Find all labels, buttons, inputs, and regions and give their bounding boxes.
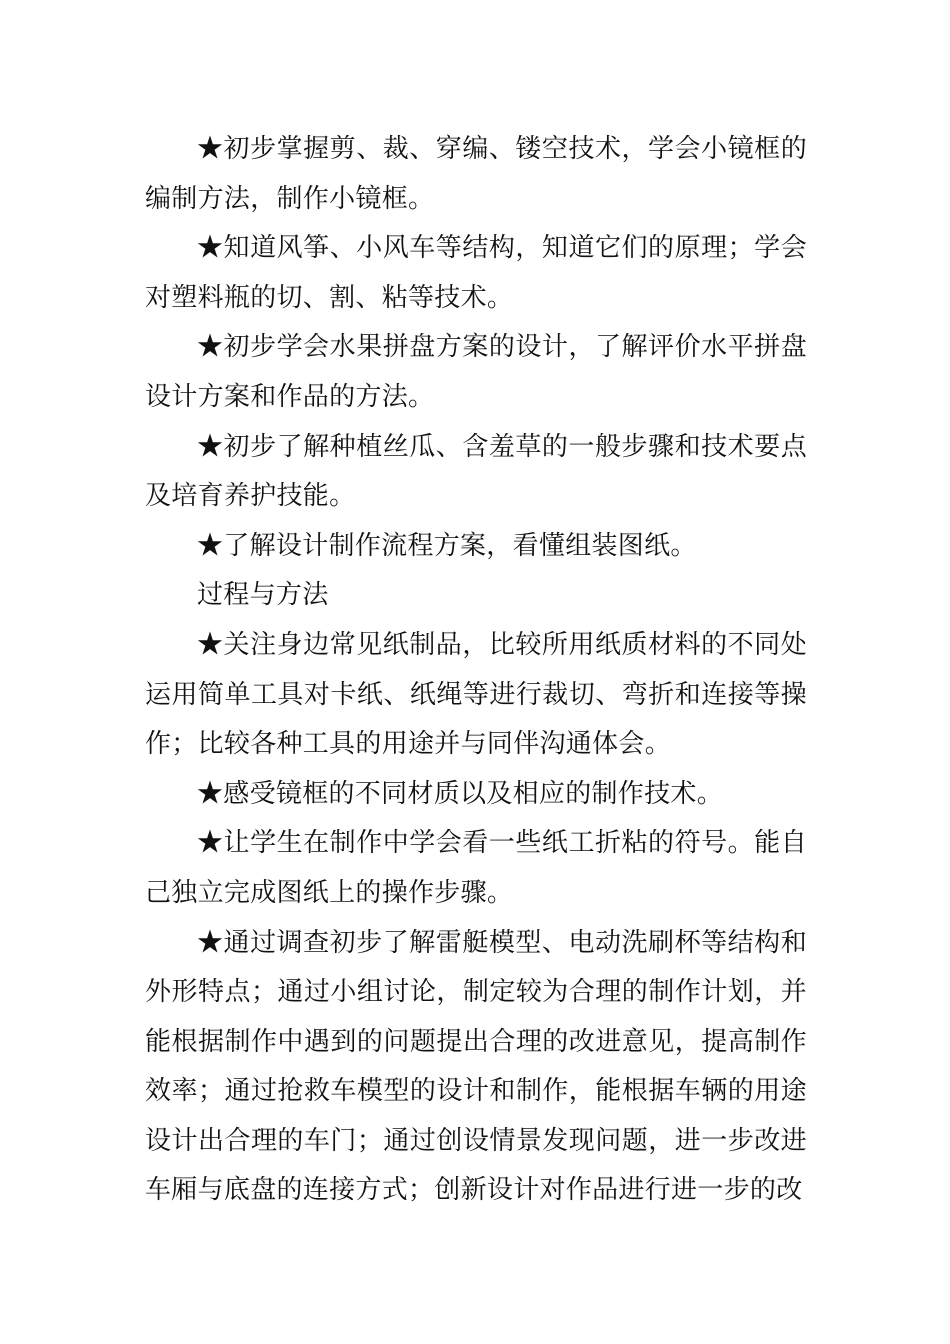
- paragraph-paper-products: ★关注身边常见纸制品，比较所用纸质材料的不同处运用简单工具对卡纸、纸绳等进行裁切、弯折和连接等操作；比较各种工具的用途并与同伴沟通体会。: [145, 629, 807, 760]
- paragraph-paper-symbols: ★让学生在制作中学会看一些纸工折粘的符号。能自己独立完成图纸上的操作步骤。: [145, 828, 807, 908]
- paragraph-mirror-skills: ★初步掌握剪、裁、穿编、镂空技术，学会小镜框的编制方法，制作小镜框。: [145, 134, 807, 214]
- paragraph-models-design: ★通过调查初步了解雷艇模型、电动洗刷杯等结构和外形特点；通过小组讨论，制定较为合理的制作计划，并能根据制作中遇到的问题提出合理的改进意见，提高制作效率；通过抢救车模型的设计和制作，能根据车辆的用途设计出合理的车门；通过创设情景发现问题，进一步改进车厢与底盘的连接方式；创新设计对作品进行进一步的改: [145, 927, 807, 1206]
- document-body: [145, 125, 807, 1216]
- paragraph-frame-materials: ★感受镜框的不同材质以及相应的制作技术。: [197, 778, 724, 809]
- section-heading-process-method: 过程与方法: [197, 580, 329, 611]
- paragraph-kite-windmill: ★知道风筝、小风车等结构，知道它们的原理；学会对塑料瓶的切、割、粘等技术。: [145, 233, 807, 313]
- paragraph-design-flow: ★了解设计制作流程方案，看懂组装图纸。: [197, 530, 697, 561]
- paragraph-fruit-platter: ★初步学会水果拼盘方案的设计，了解评价水平拼盘设计方案和作品的方法。: [145, 332, 807, 412]
- paragraph-planting: ★初步了解种植丝瓜、含羞草的一般步骤和技术要点及培育养护技能。: [145, 431, 807, 512]
